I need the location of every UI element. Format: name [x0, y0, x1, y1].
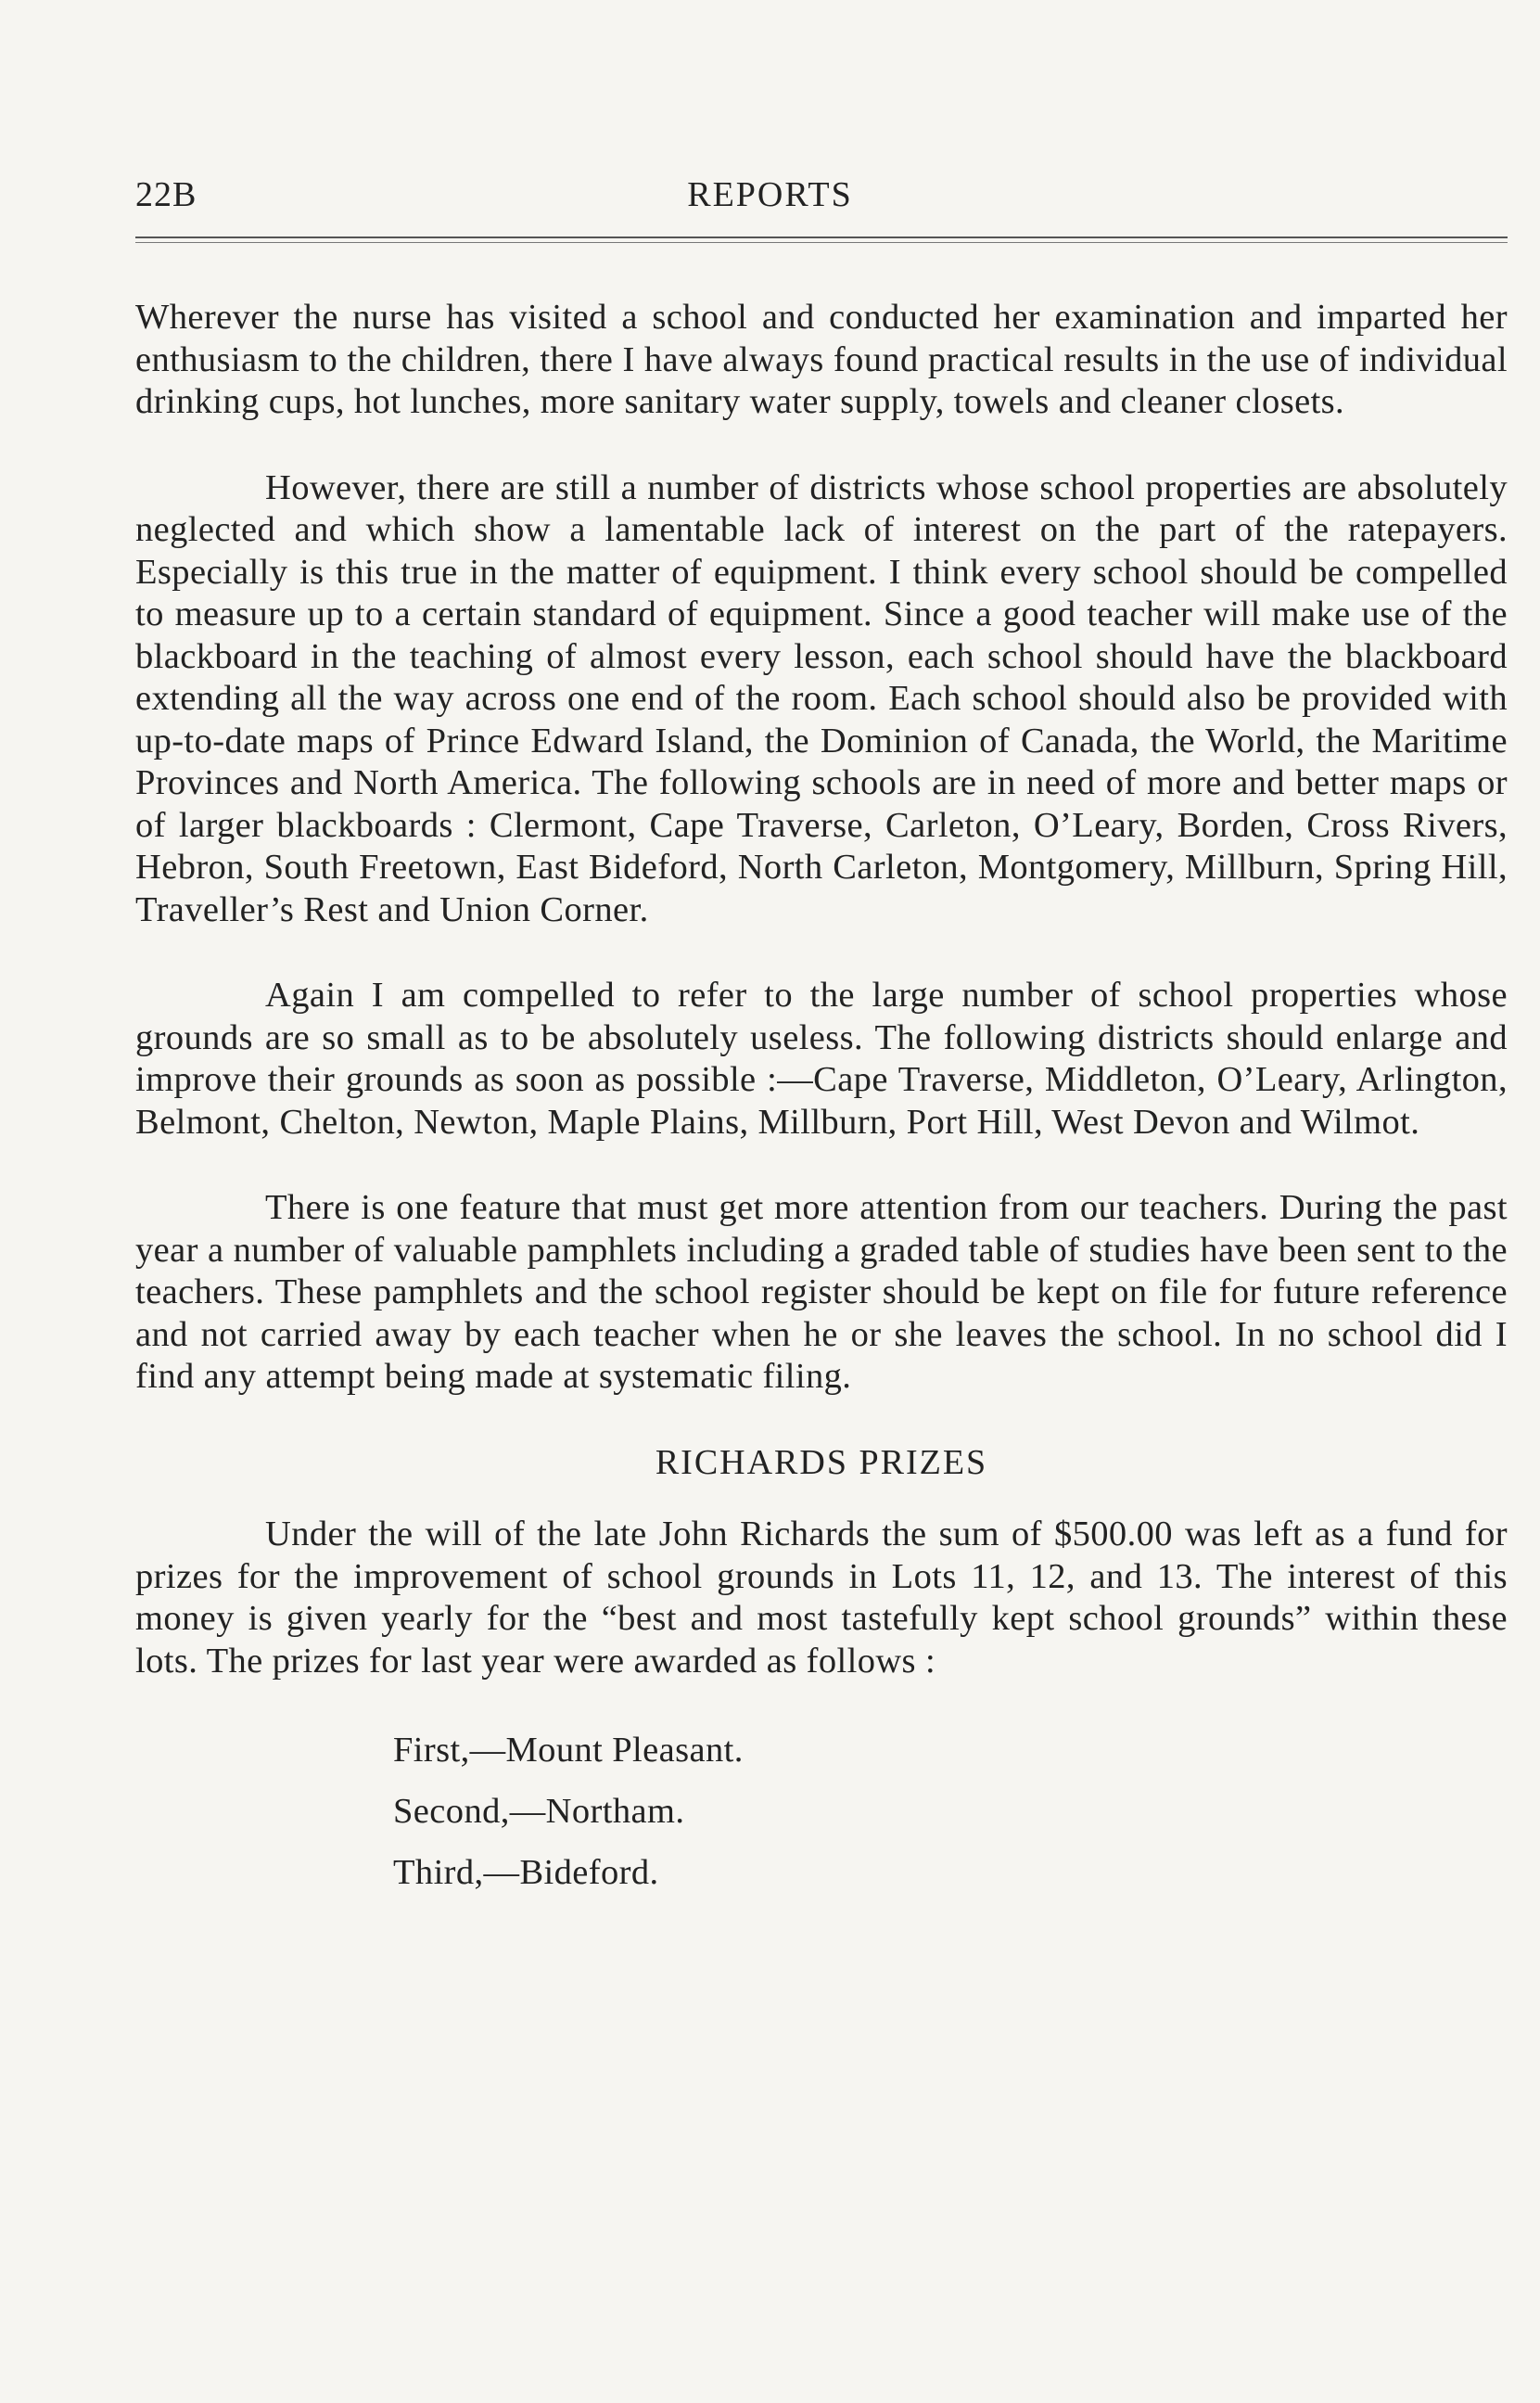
prize-list	[135, 1719, 1508, 1903]
prize-third: Third,—Bideford.	[393, 1853, 659, 1892]
paragraph-pamphlets: There is one feature that must get more attention from our teachers. During the past year a number of valuable pamphlets including a graded table of studies have been sent to the teachers. These pamphlets and the school register should be kept on file for future reference and not carried away by each teacher when he or she leaves the school. In no school did I find any attempt being made at systematic filing.	[135, 1188, 1508, 1396]
body-text	[135, 297, 1508, 1903]
paragraph-richards-prizes: Under the will of the late John Richards the sum of $500.00 was left as a fund for prizes for the improvement of school grounds in Lots 11, 12, and 13. The interest of this money is given yearly for the “best and most tastefully kept school grounds” within these lots. The prizes for last year were awarded as follows :	[135, 1515, 1508, 1681]
page-number: 22B	[135, 175, 197, 214]
prize-first: First,—Mount Pleasant.	[393, 1731, 744, 1770]
paragraph-school-grounds: Again I am compelled to refer to the large number of school properties whose grounds are so small as to be absolutely useless. The following districts should enlarge and improve their grounds as soon as possible :—Cape Traverse, Middleton, O’Leary, Arlington, Belmont, Chelton, Newton, Maple Plains, Millburn, Port Hill, West Devon and Wilmot.	[135, 976, 1508, 1142]
paragraph-nurse-visits: Wherever the nurse has visited a school and conducted her examination and imparted her enthusiasm to the children, there I have always found practical results in the use of individual drinking cups, hot lunches, more sanitary water supply, towels and cleaner closets.	[135, 298, 1508, 421]
running-title: REPORTS	[687, 175, 853, 214]
paragraph-equipment: However, there are still a number of districts whose school properties are absolutely neglected and which show a lamentable lack of interest on the part of the ratepayers. Especially is this true in the matter of equipment. I think every school should be compelled to measure up to a certain standard of equipment. Since a good teacher will make use of the blackboard in the teaching of almost every lesson, each school should have the blackboard extending all the way across one end of the room. Each school should also be provided with up-to-date maps of Prince Edward Island, the Dominion of Canada, the World, the Maritime Provinces and North America. The following schools are in need of more and better maps or of larger blackboards : Clermont, Cape Traverse, Carleton, O’Leary, Borden, Cross Rivers, Hebron, South Freetown, East Bideford, North Carleton, Montgomery, Millburn, Spring Hill, Traveller’s Rest and Union Corner.	[135, 467, 1508, 929]
section-heading: RICHARDS PRIZES	[655, 1442, 988, 1482]
header-rule	[135, 236, 1508, 238]
header-rule-secondary	[135, 242, 1508, 243]
prize-second: Second,—Northam.	[393, 1792, 685, 1831]
